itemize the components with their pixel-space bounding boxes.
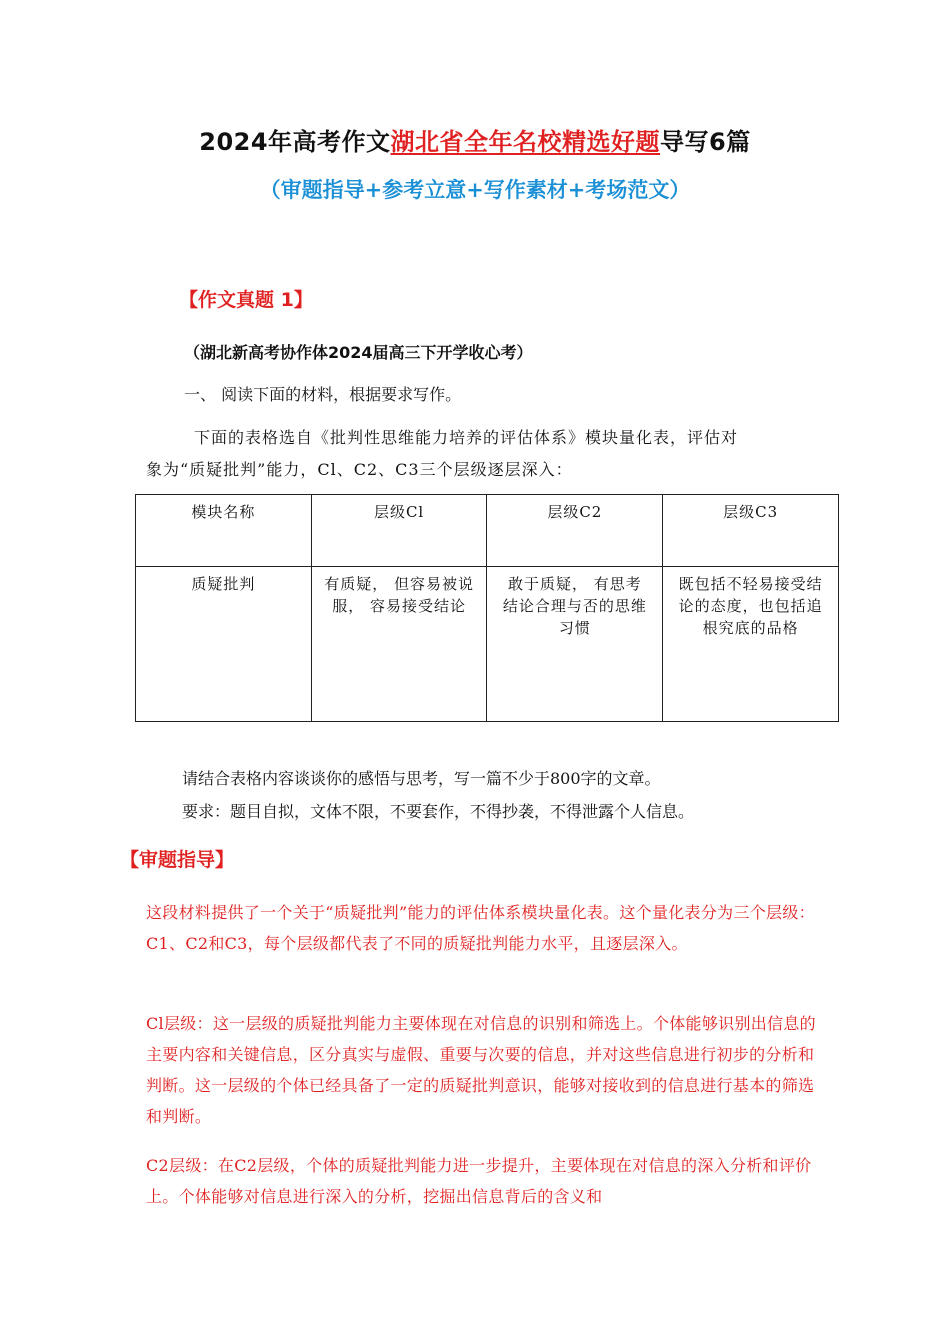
table-header-cell: 层级Cl (311, 495, 487, 567)
table-row (136, 567, 839, 722)
table-cell: 敢于质疑， 有思考 结论合理与否的思维习惯 (487, 567, 663, 722)
page-title (0, 124, 950, 160)
table-header-row (136, 495, 839, 567)
guide-heading: 【审题指导】 (120, 849, 235, 871)
table-cell: 有质疑， 但容易被说服， 容易接受结论 (311, 567, 487, 722)
table-header-cell: 层级C2 (487, 495, 663, 567)
title-highlight: 湖北省全年名校精选好题 (390, 128, 661, 156)
quantification-table (135, 494, 839, 722)
writing-requirements: 要求：题目自拟，文体不限，不要套作，不得抄袭，不得泄露个人信息。 (182, 802, 695, 821)
guide-paragraph-2: Cl层级：这一层级的质疑批判能力主要体现在对信息的识别和筛选上。个体能够识别出信息的主要内容和关键信息，区分真实与虚假、重要与次要的信息，并对这些信息进行初步的分析和判断。这一层级的个体已经具备了一定的质疑批判意识，能够对接收到的信息进行基本的筛选和判断。 (146, 1014, 816, 1126)
exam-source: （湖北新高考协作体2024届高三下开学收心考） (184, 343, 533, 362)
table-header-cell: 层级C3 (663, 495, 839, 567)
guide-paragraph-1: 这段材料提供了一个关于“质疑批判”能力的评估体系模块量化表。这个量化表分为三个层级：C1、C2和C3，每个层级都代表了不同的质疑批判能力水平，且逐层深入。 (146, 903, 815, 953)
essay-question-heading: 【作文真题 1】 (179, 289, 313, 311)
instruction-text: 一、 阅读下面的材料，根据要求写作。 (184, 385, 462, 404)
material-intro-line1: 下面的表格选自《批判性思维能力培养的评估体系》模块量化表，评估对 (194, 428, 739, 447)
material-intro-line2: 象为“质疑批判”能力，Cl、C2、C3三个层级逐层深入： (146, 460, 573, 479)
page-subtitle: （审题指导+参考立意+写作素材+考场范文） (259, 177, 691, 202)
guide-paragraph-3: C2层级：在C2层级，个体的质疑批判能力进一步提升，主要体现在对信息的深入分析和评价上。个体能够对信息进行深入的分析，挖掘出信息背后的含义和 (146, 1156, 812, 1206)
title-part2: 导写6篇 (660, 128, 751, 156)
table-cell: 既包括不轻易接受结论的态度，也包括追根究底的品格 (663, 567, 839, 722)
table-header-cell: 模块名称 (136, 495, 312, 567)
writing-task: 请结合表格内容谈谈你的感悟与思考，写一篇不少于800字的文章。 (182, 769, 661, 788)
title-part1: 2024年高考作文 (199, 128, 391, 156)
table-cell: 质疑批判 (136, 567, 312, 722)
